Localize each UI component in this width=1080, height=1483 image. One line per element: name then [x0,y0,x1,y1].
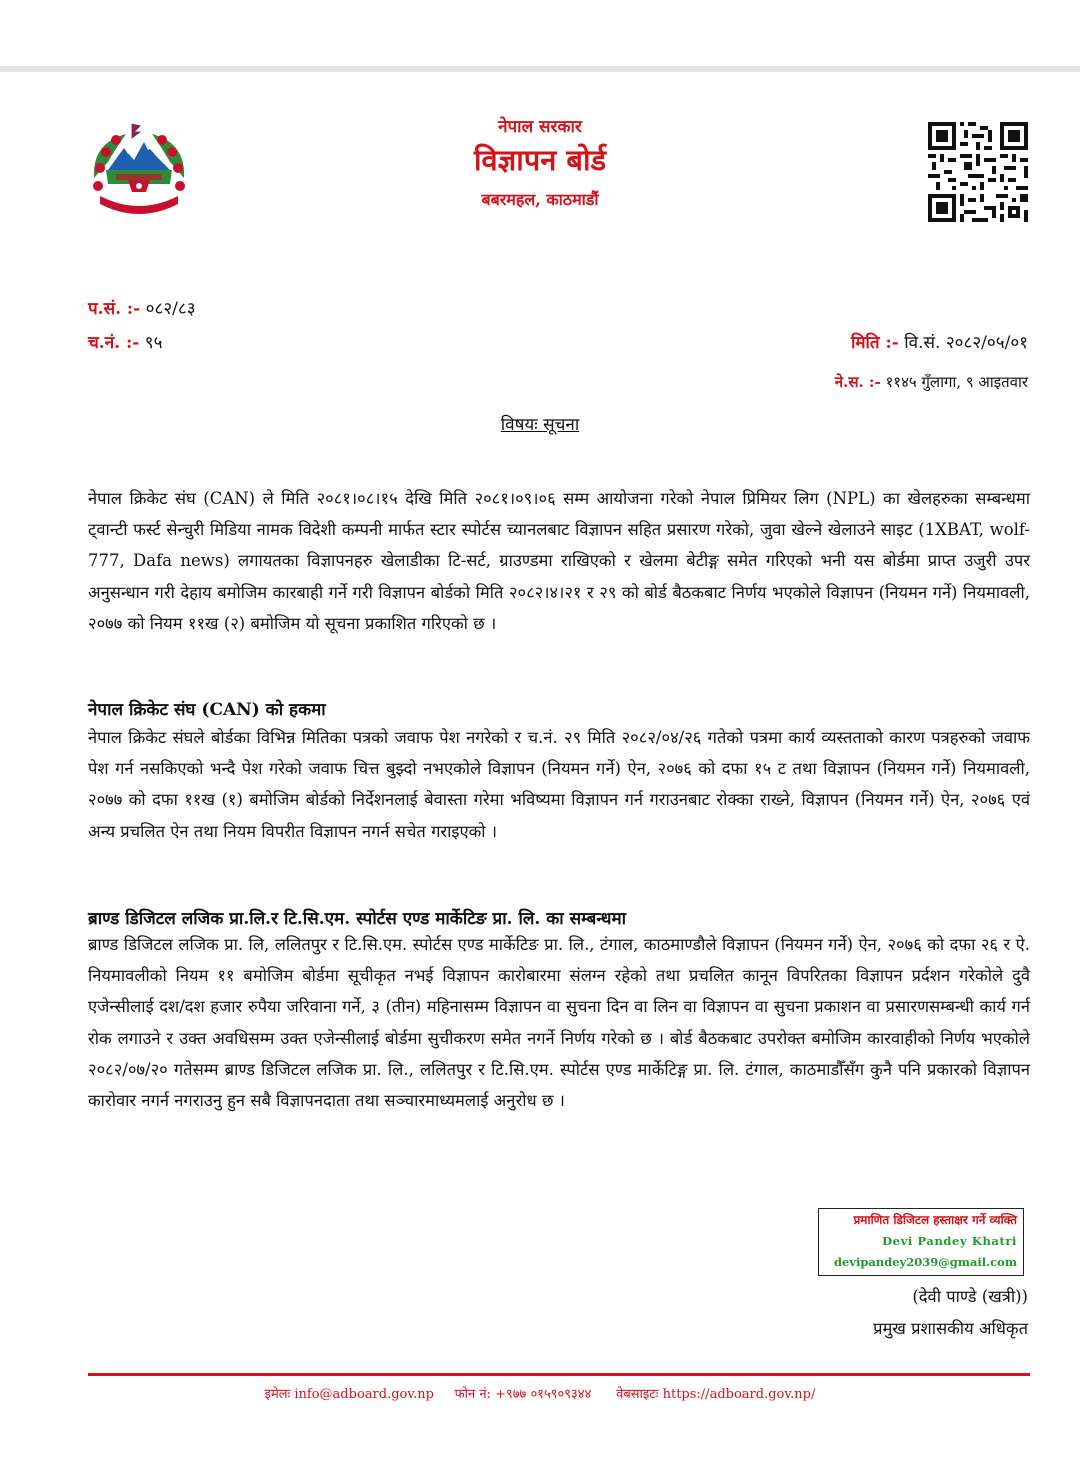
document-date-value: वि.सं. २०८२/०५/०१ [904,333,1028,353]
signatory-designation: प्रमुख प्रशासकीय अधिकृत [873,1319,1028,1338]
dispatch-number-value: ९५ [144,333,163,353]
organization-address: बबरमहल, काठमाडौं [481,190,599,209]
reference-number-value: ०८२/८३ [145,299,196,319]
document-date-label: मिति :- [850,333,899,353]
dispatch-number-label: च.नं. :- [88,333,140,353]
document-date [851,330,1028,353]
footer-divider [88,1373,1030,1376]
subject-text: विषयः सूचना [500,415,580,435]
footer-phone: +९७७ ०१५९०९३४४ [495,1387,592,1402]
footer-website[interactable]: https://adboard.gov.np/ [662,1387,816,1402]
signature-box-name: Devi Pandey Khatri [882,1234,1017,1248]
footer-phone-label: फोन नं: [454,1387,491,1402]
nepal-sambat-label: ने.स. :- [834,373,881,391]
signature-box-title: प्रमाणित डिजिटल हस्ताक्षर गर्ने व्यक्ति [853,1213,1017,1227]
nepal-sambat-date [835,372,1028,392]
section2-heading: ब्राण्ड डिजिटल लजिक प्रा.लि.र टि.सि.एम. स्पोर्टस एण्ड मार्केटिङ प्रा. लि. का सम्बन्धमा [88,909,627,929]
organization-name: विज्ञापन बोर्ड [474,143,606,177]
government-name: नेपाल सरकार [498,117,582,137]
reference-number [88,296,196,319]
reference-number-label: प.सं. :- [88,299,141,319]
section1-paragraph: नेपाल क्रिकेट संघले बोर्डका विभिन्न मितिका पत्रको जवाफ पेश नगरेको र च.नं. २९ मिति २०८२/०४/२६ गतेको पत्रमा कार्य व्यस्तताको कारण पत्रहरुको जवाफ पेश गर्न नसकिएको भन्दै पेश गरेको जवाफ चित्त बुझ्दो नभएकोले विज्ञापन (नियमन गर्ने) ऐन, २०७६ को दफा १५ ट तथा विज्ञापन (नियमन गर्ने) नियमावली, २०७७ को दफा ११ख (१) बमोजिम बोर्डको निर्देशनलाई बेवास्ता गरेमा भविष्यमा विज्ञापन गर्न गराउनबाट रोक्का राख्ने, विज्ञापन (नियमन गर्ने) ऐन, २०७६ एवं अन्य प्रचलित ऐन तथा नियम विपरीत विज्ञापन नगर्न सचेत गराइएको । [88,728,1030,841]
dispatch-number [88,330,162,353]
footer-email-label: इमेलः [264,1387,291,1402]
page-top-divider [0,66,1080,72]
footer-contact [0,1384,1080,1402]
nepal-sambat-value: ११४५ गुँलागा, ९ आइतवार [885,373,1028,391]
footer-website-label: वेबसाइटः [616,1387,659,1402]
digital-signature-box [818,1208,1024,1276]
subject-line [0,412,1080,435]
section1-heading: नेपाल क्रिकेट संघ (CAN) को हकमा [88,700,326,720]
signature-box-email: devipandey2039@gmail.com [833,1255,1017,1269]
signatory-name: (देवी पाण्डे (खत्री)) [912,1287,1028,1306]
footer-email[interactable]: info@adboard.gov.np [294,1387,434,1402]
intro-paragraph: नेपाल क्रिकेट संघ (CAN) ले मिति २०८१।०८।१५ देखि मिति २०८१।०९।०६ सम्म आयोजना गरेको नेपाल प्रिमियर लिग (NPL) का खेलहरुका सम्बन्धमा ट्वान्टी फर्स्ट सेन्चुरी मिडिया नामक विदेशी कम्पनी मार्फत स्टार स्पोर्टस च्यानलबाट विज्ञापन सहित प्रसारण गरेको, जुवा खेल्ने खेलाउने साइट (1XBAT, wolf-777, Dafa news) लगायतका विज्ञापनहरु खेलाडीका टि-सर्ट, ग्राउण्डमा राखिएको र खेलमा बेटीङ्ग समेत गरिएको भनी यस बोर्डमा प्राप्त उजुरी उपर अनुसन्धान गरी देहाय बमोजिम कारबाही गर्ने गरी विज्ञापन बोर्डको मिति २०८२।४।२१ र २९ को बोर्ड बैठकबाट निर्णय भएकोले विज्ञापन (नियमन गर्ने) नियमावली, २०७७ को नियम ११ख (२) बमोजिम यो सूचना प्रकाशित गरिएको छ । [88,489,1030,633]
section2-paragraph: ब्राण्ड डिजिटल लजिक प्रा. लि, ललितपुर र टि.सि.एम. स्पोर्टस एण्ड मार्केटिङ प्रा. लि., टंगाल, काठमाण्डौले विज्ञापन (नियमन गर्ने) ऐन, २०७६ को दफा २६ र ऐ. नियमावलीको नियम ११ बमोजिम बोर्डमा सूचीकृत नभई विज्ञापन कारोबारमा संलग्न रहेको तथा प्रचलित कानून विपरितका विज्ञापन प्रर्दशन गरेकोले दुवै एजेन्सीलाई दश/दश हजार रुपैया जरिवाना गर्ने, ३ (तीन) महिनासम्म विज्ञापन वा सुचना दिन वा लिन वा विज्ञापन वा सुचना प्रकाशन वा प्रसारणसम्बन्धी कार्य गर्न रोक लगाउने र उक्त अवधिसम्म उक्त एजेन्सीलाई बोर्डमा सुचीकरण समेत नगर्ने निर्णय गरेको छ । बोर्ड बैठकबाट उपरोक्त बमोजिम कारवाहीको निर्णय भएकोले २०८२/०७/२० गतेसम्म ब्राण्ड डिजिटल लजिक प्रा. लि., ललितपुर र टि.सि.एम. स्पोर्टस एण्ड मार्केटिङ्ग प्रा. लि. टंगाल, काठमाडौँसँग कुनै पनि प्रकारको विज्ञापन कारोवार नगर्न नगराउनु हुन सबै विज्ञापनदाता तथा सञ्चारमाध्यमलाई अनुरोध छ । [88,935,1030,1111]
